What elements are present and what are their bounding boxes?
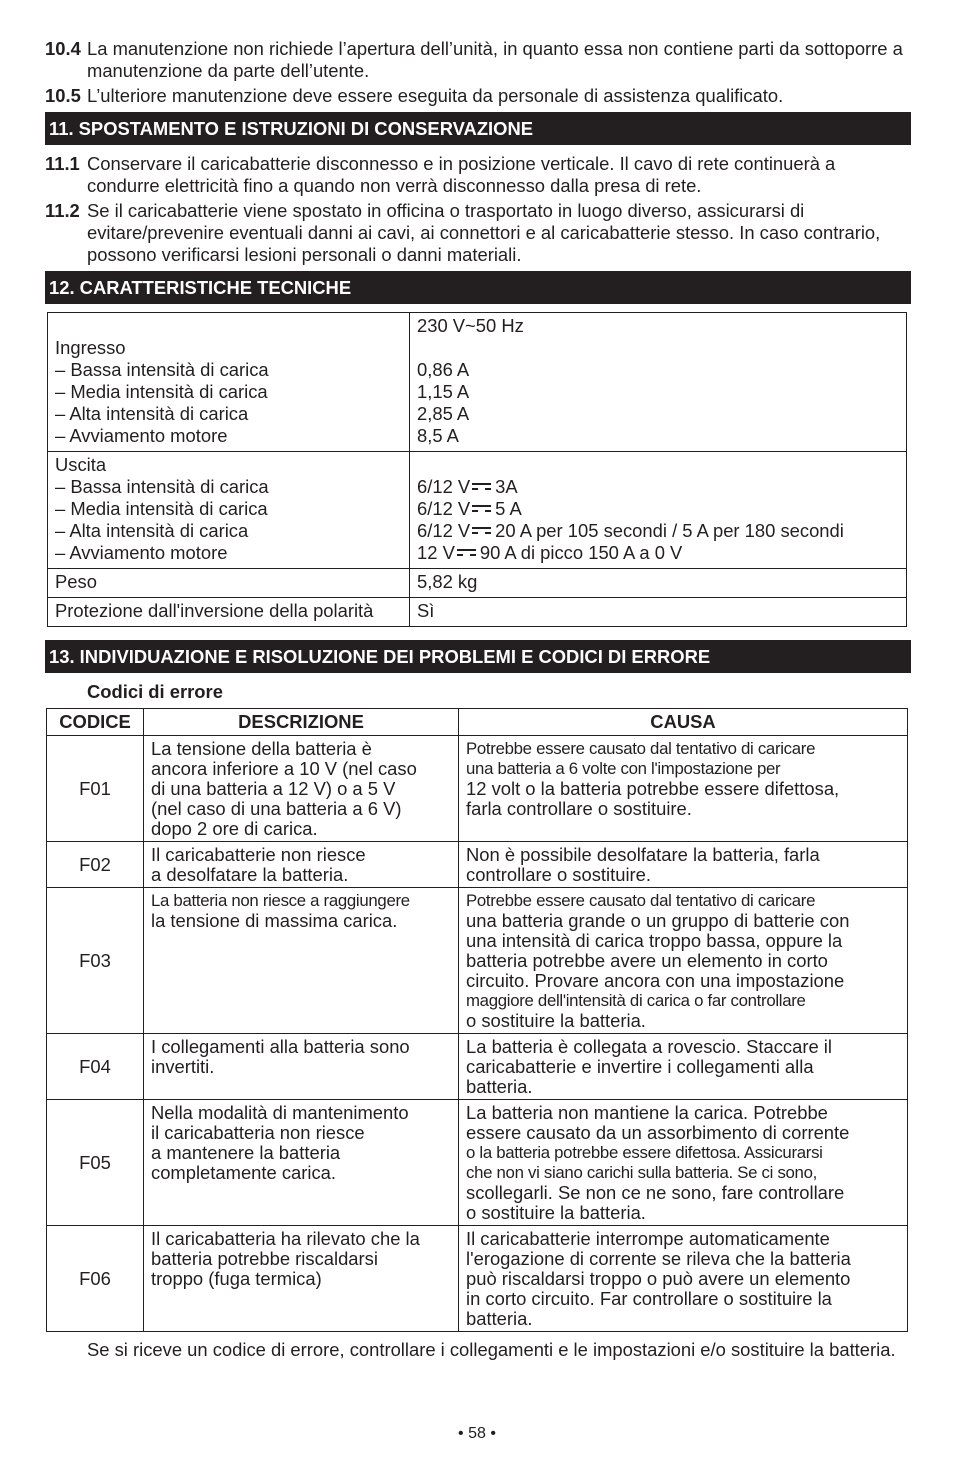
page-number: • 58 • xyxy=(458,1425,496,1442)
output-label: Uscita xyxy=(55,454,107,475)
error-description: La tensione della batteria è ancora inferiore a 10 V (nel caso di una batteria a 12 V) o a 5 V (nel caso di una batteria a 6 V) dopo 2 ore di carica. xyxy=(144,736,459,842)
error-codes-body xyxy=(47,736,908,1332)
section-13-heading: 13. INDIVIDUAZIONE E RISOLUZIONE DEI PROBLEMI E CODICI DI ERRORE xyxy=(45,640,911,673)
item-text: La manutenzione non richiede l’apertura dell’unità, in quanto essa non contiene parti da sottoporre a manutenzione da parte dell’utente. xyxy=(87,38,903,81)
error-description: I collegamenti alla batteria sono invertiti. xyxy=(144,1034,459,1100)
item-number: 10.5 xyxy=(45,85,81,106)
item-number: 11.1 xyxy=(45,153,80,174)
error-note: Se si riceve un codice di errore, controllare i collegamenti e le impostazioni e/o sostituire la batteria. xyxy=(87,1339,896,1360)
error-cause: Il caricabatterie interrompe automaticamente l'erogazione di corrente se rileva che la batteria può riscaldarsi troppo o può avere un elemento in corto circuito. Far controllare o sostituire la batteria. xyxy=(459,1226,908,1332)
weight-value: 5,82 kg xyxy=(410,569,907,598)
weight-label: Peso xyxy=(48,569,410,598)
input-label: Ingresso xyxy=(55,337,126,358)
table-row xyxy=(47,842,908,888)
table-header-row xyxy=(47,709,908,736)
specs-input-labels: Ingresso – Bassa intensità di carica – Media intensità di carica – Alta intensità di carica – Avviamento motore xyxy=(48,313,410,452)
dc-symbol-icon xyxy=(457,549,476,559)
header-description: DESCRIZIONE xyxy=(144,709,459,736)
item-10-4 xyxy=(45,38,911,82)
item-11-1 xyxy=(45,153,911,197)
page-content xyxy=(45,38,911,1361)
table-row xyxy=(47,1034,908,1100)
item-text: Conservare il caricabatterie disconnesso e in posizione verticale. Il cavo di rete continuerà a condurre elettricità fino a quando non verrà disconnesso dalla presa di rete. xyxy=(87,153,836,196)
specs-row-polarity xyxy=(48,598,907,627)
specs-row-input xyxy=(48,313,907,452)
section-12-heading: 12. CARATTERISTICHE TECNICHE xyxy=(45,271,911,304)
error-description: Il caricabatterie non riesce a desolfatare la batteria. xyxy=(144,842,459,888)
specs-row-output xyxy=(48,452,907,569)
error-description: Il caricabatteria ha rilevato che la batteria potrebbe riscaldarsi troppo (fuga termica) xyxy=(144,1226,459,1332)
dc-symbol-icon xyxy=(472,505,491,515)
item-text: Se il caricabatterie viene spostato in officina o trasportato in luogo diverso, assicurarsi di evitare/prevenire eventuali danni ai cavi, ai connettori e al caricabatterie stesso. In caso contrario, possono verificarsi lesioni personali o danni materiali. xyxy=(87,200,881,265)
error-cause: La batteria non mantiene la carica. Potrebbe essere causato da un assorbimento di corrente o la batteria potrebbe essere difettosa. Assicurarsi che non vi siano carichi sulla batteria. Se ci sono, scollegarli. Se non ce ne sono, fare controllare o sostituire la batteria. xyxy=(459,1100,908,1226)
specs-table xyxy=(47,312,907,627)
item-text: L’ulteriore manutenzione deve essere eseguita da personale di assistenza qualificato. xyxy=(87,85,784,106)
table-row xyxy=(47,1100,908,1226)
error-code: F05 xyxy=(47,1100,144,1226)
error-code: F01 xyxy=(47,736,144,842)
polarity-label: Protezione dall'inversione della polarità xyxy=(48,598,410,627)
header-cause: CAUSA xyxy=(459,709,908,736)
item-10-5 xyxy=(45,85,911,107)
specs-output-labels: Uscita – Bassa intensità di carica – Media intensità di carica – Alta intensità di carica – Avviamento motore xyxy=(48,452,410,569)
table-row xyxy=(47,736,908,842)
specs-row-weight xyxy=(48,569,907,598)
error-cause: Potrebbe essere causato dal tentativo di caricare una batteria grande o un gruppo di batterie con una intensità di carica troppo bassa, oppure la batteria potrebbe avere un elemento in corto circuito. Provare ancora con una impostazione maggiore dell'intensità di carica o far controllare o sostituire la batteria. xyxy=(459,888,908,1034)
header-code: CODICE xyxy=(47,709,144,736)
error-codes-table xyxy=(46,708,908,1332)
specs-input-values: 230 V~50 Hz 0,86 A 1,15 A 2,85 A 8,5 A xyxy=(410,313,907,452)
error-codes-subtitle: Codici di errore xyxy=(87,681,223,702)
error-code: F02 xyxy=(47,842,144,888)
input-supply: 230 V~50 Hz xyxy=(417,315,524,336)
item-number: 10.4 xyxy=(45,38,81,59)
error-code: F03 xyxy=(47,888,144,1034)
dc-symbol-icon xyxy=(472,527,491,537)
table-row xyxy=(47,1226,908,1332)
polarity-value: Sì xyxy=(410,598,907,627)
error-description: La batteria non riesce a raggiungere la tensione di massima carica. xyxy=(144,888,459,1034)
item-number: 11.2 xyxy=(45,200,80,221)
error-cause: La batteria è collegata a rovescio. Staccare il caricabatterie e invertire i collegamenti alla batteria. xyxy=(459,1034,908,1100)
table-row xyxy=(47,888,908,1034)
specs-output-values: 6/12 V 3A 6/12 V 5 A 6/12 V 20 A per 105 secondi / 5 A per 180 secondi 12 V 90 A di picco 150 A a 0 V xyxy=(410,452,907,569)
dc-symbol-icon xyxy=(472,483,491,493)
error-code: F06 xyxy=(47,1226,144,1332)
error-description: Nella modalità di mantenimento il caricabatteria non riesce a mantenere la batteria completamente carica. xyxy=(144,1100,459,1226)
section-11-heading: 11. SPOSTAMENTO E ISTRUZIONI DI CONSERVAZIONE xyxy=(45,112,911,145)
error-cause: Non è possibile desolfatare la batteria, farla controllare o sostituire. xyxy=(459,842,908,888)
item-11-2 xyxy=(45,200,911,266)
error-cause: Potrebbe essere causato dal tentativo di caricare una batteria a 6 volte con l'impostazione per 12 volt o la batteria potrebbe essere difettosa, farla controllare o sostituire. xyxy=(459,736,908,842)
error-code: F04 xyxy=(47,1034,144,1100)
